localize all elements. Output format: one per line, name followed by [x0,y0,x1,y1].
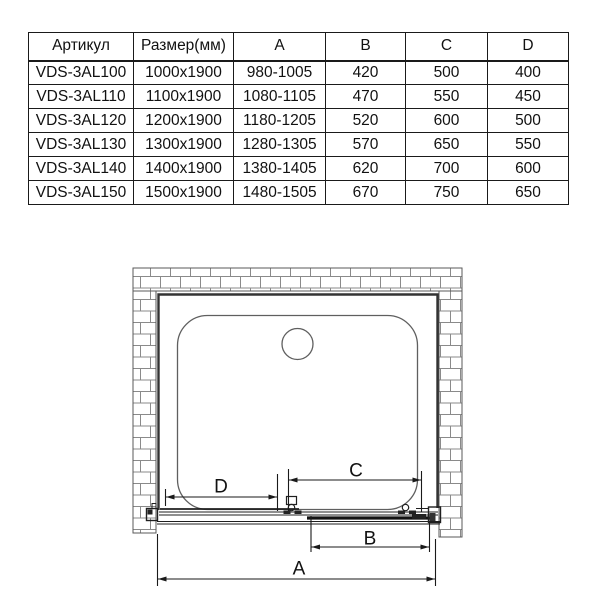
dimension-label-c: C [349,460,363,482]
table-cell: 600 [406,109,488,133]
table-cell: 400 [488,61,569,85]
table-cell: 980-1005 [234,61,326,85]
dimension-label-a: A [292,558,306,580]
table-cell: VDS-3AL150 [29,181,134,205]
table-cell: 570 [326,133,406,157]
table-cell: 750 [406,181,488,205]
table-cell: 500 [488,109,569,133]
table-cell: 1180-1205 [234,109,326,133]
table-cell: 470 [326,85,406,109]
niche-outline [159,295,438,511]
table-cell: 1500x1900 [134,181,234,205]
table-cell: VDS-3AL120 [29,109,134,133]
brick-wall-left [133,291,156,533]
table-cell: VDS-3AL100 [29,61,134,85]
brick-wall-top [133,268,462,291]
table-cell: 650 [406,133,488,157]
table-cell: 1480-1505 [234,181,326,205]
table-cell: 600 [488,157,569,181]
table-cell: VDS-3AL140 [29,157,134,181]
table-cell: 520 [326,109,406,133]
dimension-label-b: B [363,528,377,550]
table-cell: 1200x1900 [134,109,234,133]
door-track [147,497,441,525]
right-roller [398,504,428,514]
door-handle-block [413,515,426,519]
column-header: C [406,33,488,61]
table-cell: VDS-3AL110 [29,85,134,109]
column-header: D [488,33,569,61]
table-cell: 420 [326,61,406,85]
table-cell: 1080-1105 [234,85,326,109]
table-cell: 1400x1900 [134,157,234,181]
table-cell: 550 [406,85,488,109]
table-cell: 500 [406,61,488,85]
dimension-label-d: D [214,476,228,498]
column-header: Артикул [29,33,134,61]
table-cell: VDS-3AL130 [29,133,134,157]
table-cell: 1100x1900 [134,85,234,109]
column-header: A [234,33,326,61]
table-cell: 650 [488,181,569,205]
column-header: Размер(мм) [134,33,234,61]
table-cell: 1280-1305 [234,133,326,157]
center-roller [284,497,302,515]
table-cell: 700 [406,157,488,181]
table-cell: 670 [326,181,406,205]
column-header: B [326,33,406,61]
table-cell: 450 [488,85,569,109]
table-cell: 1380-1405 [234,157,326,181]
table-cell: 620 [326,157,406,181]
drain-circle [282,329,313,360]
brick-wall-right [439,291,462,537]
table-cell: 1300x1900 [134,133,234,157]
table-cell: 1000x1900 [134,61,234,85]
table-cell: 550 [488,133,569,157]
